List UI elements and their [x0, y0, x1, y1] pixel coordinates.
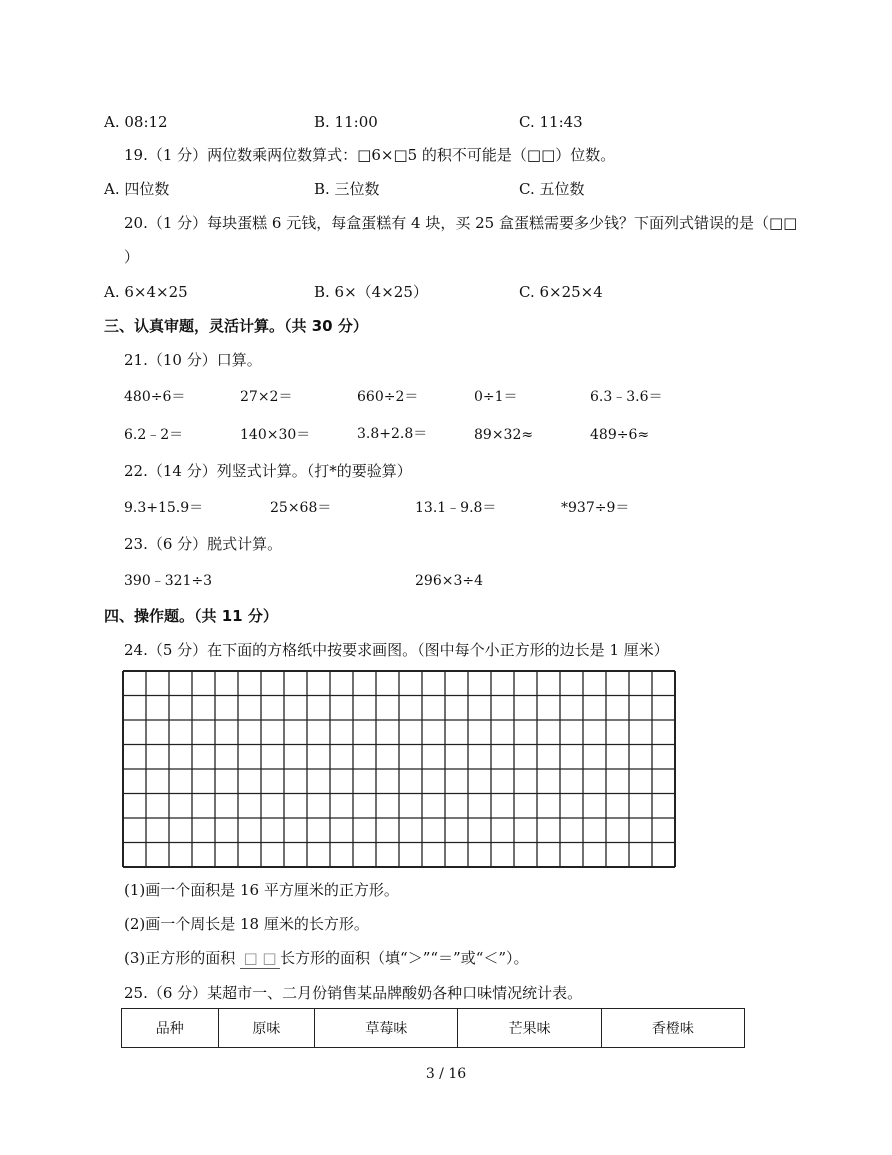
q18-option-c: C. 11:43	[519, 113, 583, 131]
q24-sub1: (1)画一个面积是 16 平方厘米的正方形。	[124, 881, 399, 899]
q18-option-a: A. 08:12	[104, 113, 168, 131]
q20-stem-line2: ）	[124, 248, 140, 266]
q21-item: 140×30＝	[240, 427, 311, 443]
page-number: 3 / 16	[425, 1066, 467, 1082]
q18-option-b: B. 11:00	[314, 113, 378, 131]
table-header-cell: 原味	[218, 1009, 315, 1048]
q22-item: 9.3+15.9＝	[124, 500, 204, 516]
q21-item: 6.3﹣3.6＝	[590, 389, 663, 405]
q24-sub2: (2)画一个周长是 18 厘米的长方形。	[124, 915, 369, 933]
q25-stem: 25.（6 分）某超市一、二月份销售某品牌酸奶各种口味情况统计表。	[124, 984, 583, 1002]
table-header-cell: 香橙味	[601, 1009, 744, 1048]
q21-item: 480÷6＝	[124, 389, 186, 405]
q21-stem: 21.（10 分）口算。	[124, 351, 262, 369]
q21-item: 0÷1＝	[474, 389, 518, 405]
grid-paper	[121, 669, 677, 869]
q20-option-c: C. 6×25×4	[519, 283, 603, 301]
q22-item: *937÷9＝	[561, 500, 630, 516]
yogurt-table	[121, 1008, 745, 1048]
table-header-row	[122, 1009, 745, 1048]
q19-option-b: B. 三位数	[314, 180, 380, 198]
q21-item: 489÷6≈	[590, 427, 650, 443]
q21-item: 27×2＝	[240, 389, 293, 405]
q24-sub3-part1: (3)正方形的面积	[124, 949, 236, 967]
q20-option-a: A. 6×4×25	[104, 283, 188, 301]
section3-heading: 三、认真审题，灵活计算。（共 30 分）	[104, 317, 368, 335]
table-header-cell: 芒果味	[458, 1009, 601, 1048]
q20-option-b: B. 6×（4×25）	[314, 283, 428, 301]
answer-blank[interactable]: □ □	[240, 948, 280, 969]
q21-item: 6.2﹣2＝	[124, 427, 184, 443]
q24-stem: 24.（5 分）在下面的方格纸中按要求画图。（图中每个小正方形的边长是 1 厘米）	[124, 641, 669, 659]
table-header-cell: 草莓味	[315, 1009, 458, 1048]
q24-sub3	[124, 948, 529, 969]
section4-heading: 四、操作题。（共 11 分）	[104, 607, 278, 625]
q20-stem-line1: 20.（1 分）每块蛋糕 6 元钱，每盒蛋糕有 4 块，买 25 盒蛋糕需要多少钱？下面列式错误的是（□□	[124, 214, 798, 232]
q23-item: 296×3÷4	[415, 573, 483, 589]
q21-item: 660÷2＝	[357, 389, 419, 405]
q19-stem: 19.（1 分）两位数乘两位数算式：□6×□5 的积不可能是（□□）位数。	[124, 146, 616, 164]
q21-item: 89×32≈	[474, 427, 534, 443]
q22-item: 13.1﹣9.8＝	[415, 500, 497, 516]
q22-stem: 22.（14 分）列竖式计算。（打*的要验算）	[124, 462, 412, 480]
q22-item: 25×68＝	[270, 500, 332, 516]
q21-item: 3.8+2.8＝	[357, 426, 428, 442]
q24-sub3-part2: 长方形的面积（填“＞”“＝”或“＜”）。	[280, 949, 529, 967]
table-header-cell: 品种	[122, 1009, 219, 1048]
q19-option-a: A. 四位数	[104, 180, 170, 198]
q19-option-c: C. 五位数	[519, 180, 585, 198]
q23-stem: 23.（6 分）脱式计算。	[124, 535, 283, 553]
q23-item: 390﹣321÷3	[124, 573, 213, 589]
